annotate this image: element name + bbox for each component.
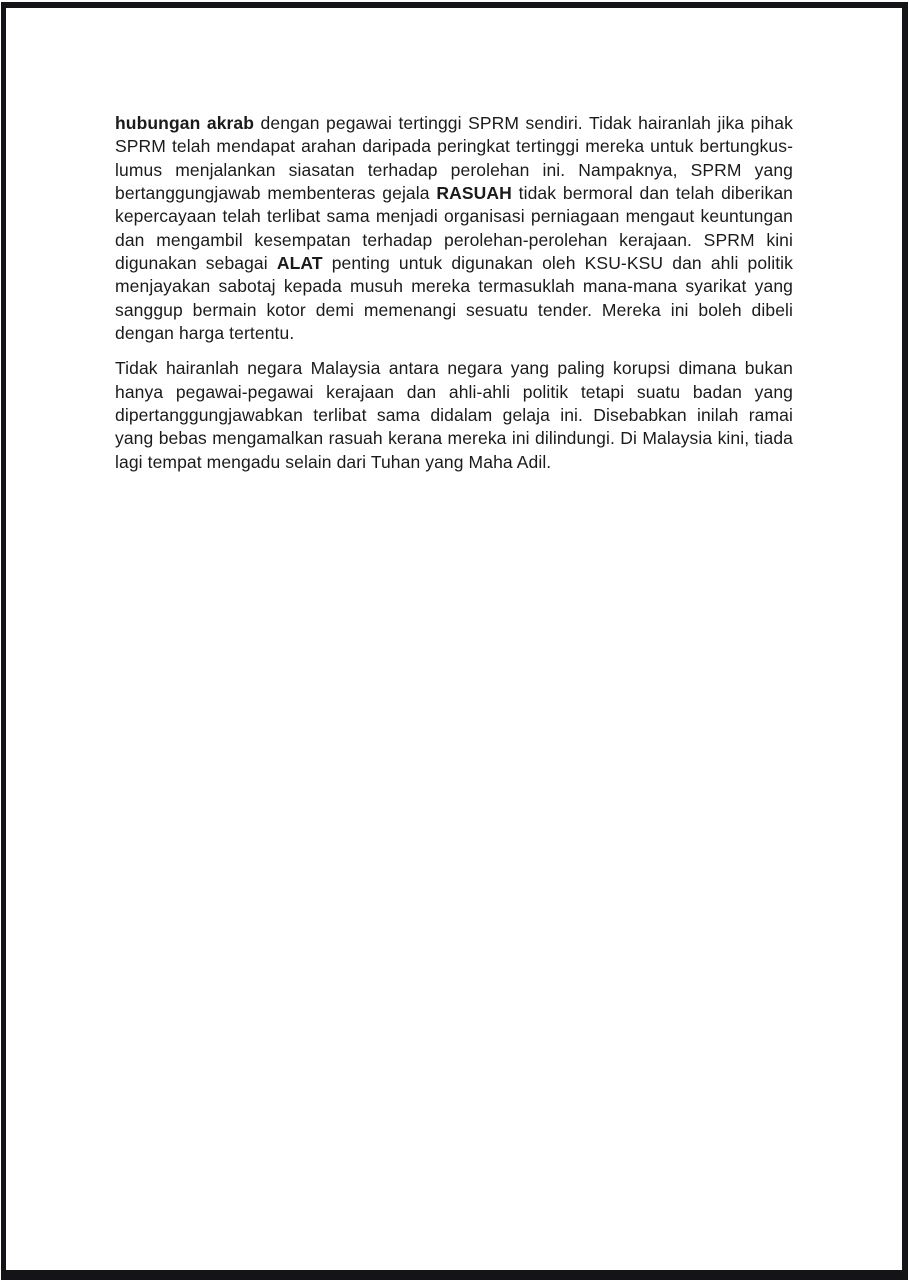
body-text: penting untuk digunakan oleh KSU-KSU dan ahli politik: [322, 253, 793, 274]
text-line: [115, 322, 793, 345]
paragraph: [115, 357, 793, 474]
body-text: yang bebas mengamalkan rasuah kerana mereka ini dilindungi. Di Malaysia kini, tiada: [115, 428, 793, 449]
text-line: [115, 252, 793, 275]
body-text: bertanggungjawab membenteras gejala: [115, 183, 437, 204]
body-text: dengan pegawai tertinggi SPRM sendiri. Tidak hairanlah jika pihak: [254, 113, 793, 133]
bold-text: ALAT: [276, 253, 323, 274]
text-line: [115, 357, 793, 380]
text-line: [115, 205, 793, 228]
text-line: [115, 229, 793, 252]
body-text: tidak bermoral dan telah diberikan: [511, 183, 793, 204]
text-line: [115, 427, 793, 450]
body-text: menjayakan sabotaj kepada musuh mereka termasuklah mana-mana syarikat yang: [115, 276, 793, 297]
document-body: [115, 112, 793, 486]
body-text: SPRM telah mendapat arahan daripada peringkat tertinggi mereka untuk bertungkus-: [115, 136, 793, 157]
text-line: [115, 299, 793, 322]
body-text: Tidak hairanlah negara Malaysia antara negara yang paling korupsi dimana bukan: [115, 358, 793, 379]
text-line: [115, 451, 793, 474]
body-text: dan mengambil kesempatan terhadap perolehan-perolehan kerajaan. SPRM kini: [115, 229, 793, 250]
body-text: dipertanggungjawabkan terlibat sama didalam gelaja ini. Disebabkan inilah ramai: [115, 405, 793, 426]
body-text: kepercayaan telah terlibat sama menjadi organisasi perniagaan mengaut keuntungan: [115, 206, 793, 227]
text-line: [115, 112, 793, 135]
body-text: sanggup bermain kotor demi memenangi sesuatu tender. Mereka ini boleh dibeli: [115, 299, 793, 320]
body-text: digunakan sebagai: [115, 253, 277, 274]
text-line: [115, 159, 793, 182]
paragraph: [115, 112, 793, 345]
text-line: [115, 275, 793, 298]
text-line: [115, 182, 793, 205]
text-line: [115, 135, 793, 158]
body-text: hanya pegawai-pegawai kerajaan dan ahli-ahli politik tetapi suatu badan yang: [115, 381, 793, 402]
bold-text: RASUAH: [436, 183, 512, 204]
body-text: lagi tempat mengadu selain dari Tuhan yang Maha Adil.: [115, 451, 552, 472]
body-text: dengan harga tertentu.: [115, 323, 295, 344]
text-line: [115, 404, 793, 427]
text-line: [115, 381, 793, 404]
bold-text: hubungan akrab: [115, 113, 255, 133]
body-text: lumus menjalankan siasatan terhadap perolehan ini. Nampaknya, SPRM yang: [115, 159, 793, 180]
